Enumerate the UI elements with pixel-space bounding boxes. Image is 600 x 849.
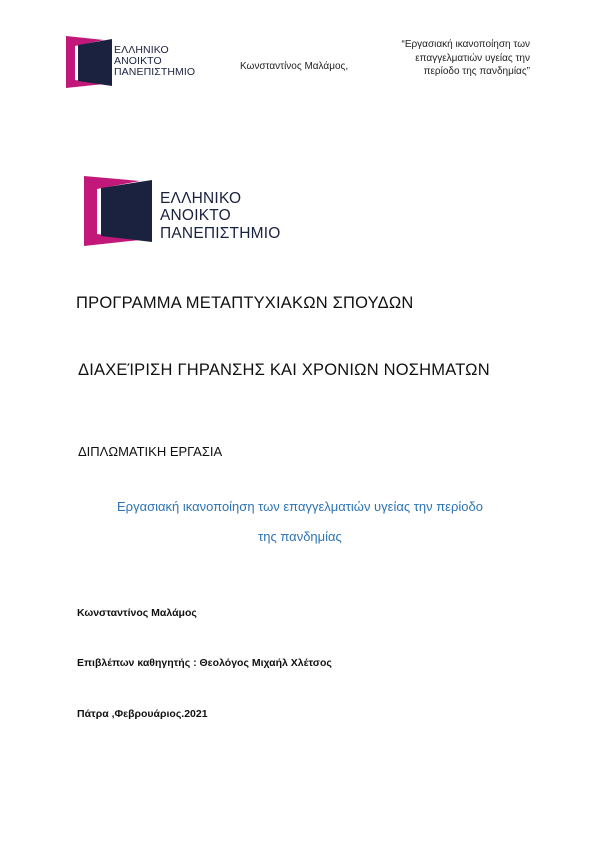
header-author: Κωνσταντίνος Μαλάμος, [240, 61, 349, 72]
header-logo-text [114, 45, 195, 78]
header-title-line: “Εργασιακή ικανοποίηση των [401, 39, 530, 50]
logo-line: ΑΝΟΙΚΤΟ [114, 55, 162, 68]
logo-line: ΑΝΟΙΚΤΟ [160, 207, 231, 225]
header-title-line: επαγγελματιών υγείας την [415, 52, 530, 64]
main-university-logo [84, 176, 294, 246]
header-title [360, 38, 530, 79]
university-logo-mark-icon [84, 176, 156, 246]
logo-line: ΠΑΝΕΠΙΣΤΗΜΙΟ [114, 66, 196, 79]
header-university-logo [66, 36, 206, 88]
program-title: ΠΡΟΓΡΑΜΜΑ ΜΕΤΑΠΤΥΧΙΑΚΩΝ ΣΠΟΥΔΩΝ [76, 294, 414, 312]
supervisor: Επιβλέπων καθηγητής : Θεολόγος Μιχαήλ Χλέτσος [77, 657, 332, 669]
thesis-label: ΔΙΠΛΩΜΑΤΙΚΗ ΕΡΓΑΣΙΑ [78, 444, 223, 459]
university-logo-mark-icon [66, 36, 114, 88]
thesis-title-line: της πανδημίας [258, 529, 342, 544]
logo-line: ΕΛΛΗΝΙΚΟ [160, 190, 242, 207]
specialization-title: ΔΙΑΧΕΊΡΙΣΗ ΓΗΡΑΝΣΗΣ ΚΑΙ ΧΡΟΝΙΩΝ ΝΟΣΗΜΑΤΩΝ [78, 361, 490, 379]
header-title-line: περίοδο της πανδημίας” [423, 66, 530, 77]
main-logo-text [160, 190, 280, 242]
author-name: Κωνσταντίνος Μαλάμος [77, 607, 197, 619]
logo-line: ΠΑΝΕΠΙΣΤΗΜΙΟ [160, 224, 281, 242]
logo-line: ΕΛΛΗΝΙΚΟ [114, 44, 169, 56]
place-date: Πάτρα ,Φεβρουάριος.2021 [77, 708, 208, 720]
thesis-title-line: Εργασιακή ικανοποίηση των επαγγελματιών υγείας την περίοδο [117, 499, 483, 514]
thesis-title [0, 492, 600, 552]
